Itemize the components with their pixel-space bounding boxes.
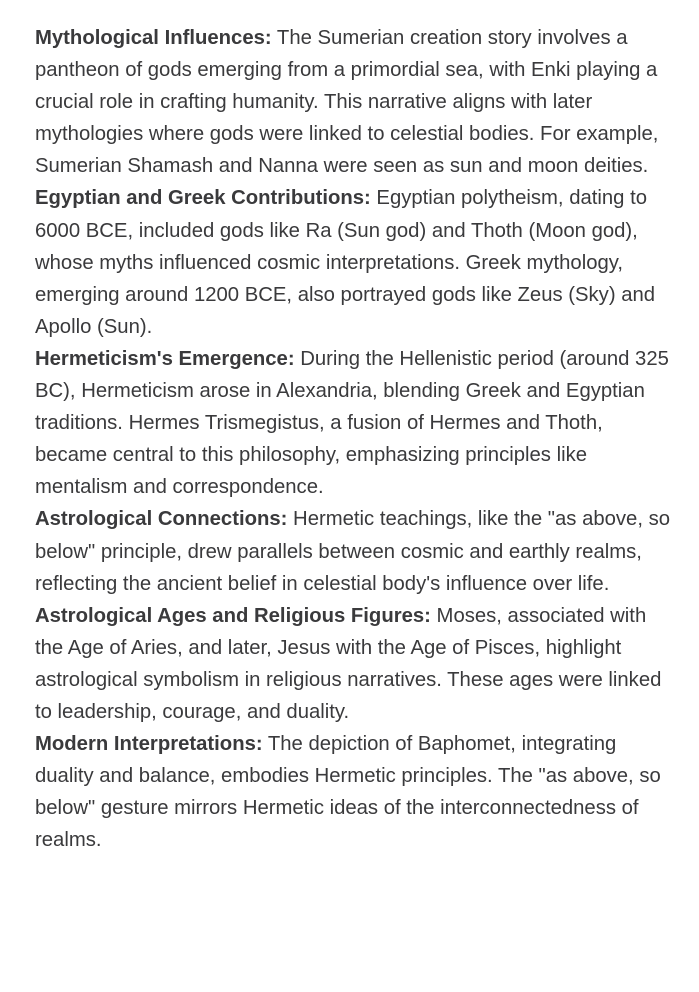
section-text: The Sumerian creation story involves a pantheon of gods emerging from a primordial sea, with Enki playing a crucial role in crafting humanity. This narrative aligns with later mythologies where gods were linked to celestial bodies. For example, Sumerian Shamash and Nanna were seen as sun and moon deities. xyxy=(35,27,659,178)
section-astrological-ages xyxy=(35,600,671,728)
section-text: Hermetic teachings, like the "as above, so below" principle, drew parallels between cosmic and earthly realms, reflecting the ancient belief in celestial body's influence over life. xyxy=(35,508,671,595)
section-modern-interpretations xyxy=(35,728,671,856)
section-heading: Hermeticism's Emergence: xyxy=(35,347,295,370)
section-astrological-connections xyxy=(35,503,671,599)
section-text: During the Hellenistic period (around 325 BC), Hermeticism arose in Alexandria, blending Greek and Egyptian traditions. Hermes Trismegistus, a fusion of Hermes and Thoth, became central to this philosophy, emphasizing principles like mentalism and correspondence. xyxy=(35,347,669,499)
section-egyptian-greek-contributions xyxy=(35,182,671,342)
section-text: Moses, associated with the Age of Aries, and later, Jesus with the Age of Pisces, highlight astrological symbolism in religious narratives. These ages were linked to leadership, courage, and duality. xyxy=(35,604,662,723)
section-heading: Modern Interpretations: xyxy=(35,733,263,756)
section-heading: Egyptian and Greek Contributions: xyxy=(35,187,371,210)
section-text: The depiction of Baphomet, integrating duality and balance, embodies Hermetic principles. The "as above, so below" gesture mirrors Hermetic ideas of the interconnectedness of realms. xyxy=(35,733,661,852)
section-hermeticism-emergence xyxy=(35,343,671,503)
section-heading: Astrological Connections: xyxy=(35,508,288,531)
article-body xyxy=(35,22,671,856)
section-heading: Mythological Influences: xyxy=(35,27,272,49)
section-mythological-influences xyxy=(35,22,671,182)
section-text: Egyptian polytheism, dating to 6000 BCE, included gods like Ra (Sun god) and Thoth (Moon god), whose myths influenced cosmic interpretations. Greek mythology, emerging around 1200 BCE, also portrayed gods like Zeus (Sky) and Apollo (Sun). xyxy=(35,187,656,338)
section-heading: Astrological Ages and Religious Figures: xyxy=(35,604,431,627)
